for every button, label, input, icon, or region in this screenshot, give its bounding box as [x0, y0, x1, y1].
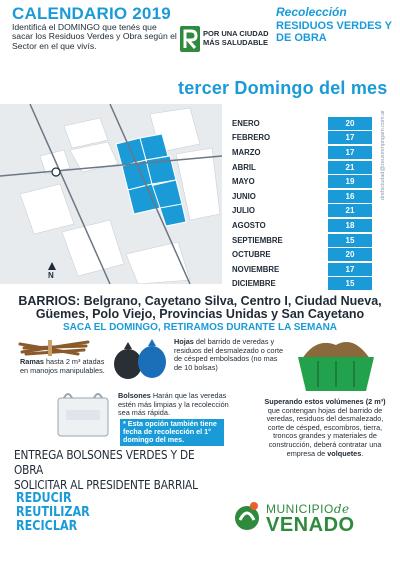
- month-row: [228, 204, 372, 219]
- month-name: AGOSTO: [232, 220, 266, 230]
- municipio-de: de: [333, 502, 350, 516]
- month-row: [228, 262, 372, 277]
- month-row: [228, 277, 372, 292]
- entrega-line-2: SOLICITAR AL PRESIDENTE BARRIAL: [14, 478, 198, 492]
- garbage-bags-icon: [110, 338, 172, 380]
- bolsones-body: Harán que las veredas estén más limpias y la recolección sea más rápida.: [118, 391, 229, 418]
- collection-day: 17: [328, 263, 372, 276]
- r-logo-icon: [180, 26, 200, 52]
- month-row: [228, 131, 372, 146]
- schedule-heading: tercer Domingo del mes: [178, 78, 388, 98]
- collection-day: 15: [328, 277, 372, 290]
- ramas-body: hasta 2 m³ atadas en manojos manipulables.: [20, 357, 105, 375]
- barrios-line-2: Güemes, Polo Viejo, Provincias Unidas y San Cayetano: [35, 307, 365, 321]
- entrega-note: [14, 448, 225, 493]
- volquetes-bold: volquetes: [327, 448, 362, 458]
- municipio-logo-icon: [232, 500, 262, 532]
- superando-end: .: [361, 448, 364, 458]
- collection-day: 21: [328, 161, 372, 174]
- collection-day: 20: [328, 248, 372, 261]
- collection-day: 18: [328, 219, 372, 232]
- branches-icon: [18, 334, 92, 358]
- logo-line-1: POR UNA CIUDAD: [203, 29, 269, 38]
- collection-day: 17: [328, 146, 372, 159]
- ramas-text: [20, 358, 110, 375]
- sector-map: [0, 104, 222, 284]
- rrr-reutilizar: REUTILIZAR: [16, 505, 90, 520]
- month-name: DICIEMBRE: [232, 279, 276, 289]
- municipio-label: MUNICIPIO: [266, 502, 334, 516]
- north-label: N: [48, 271, 54, 280]
- barrios-line-1: BARRIOS: Belgrano, Cayetano Silva, Centro I, Ciudad Nueva,: [18, 294, 382, 308]
- month-row: [228, 218, 372, 233]
- saca-instruction: SACA EL DOMINGO, RETIRAMOS DURANTE LA SEMANA: [62, 322, 338, 333]
- rrr-reducir: REDUCIR: [16, 491, 72, 506]
- collection-day: 16: [328, 190, 372, 203]
- entrega-line-1: ENTREGA BOLSONES VERDES Y DE OBRA: [14, 448, 195, 477]
- month-row: [228, 174, 372, 189]
- month-name: OCTUBRE: [232, 250, 271, 260]
- collection-day: 17: [328, 131, 372, 144]
- hojas-body: del barrido de veredas y residuos del desmalezado o corte de césped embolsados (no mas de 10 bolsas): [174, 337, 284, 372]
- side-url-text: drefsciudad@zeusmmpngam.com.ar: [380, 110, 386, 200]
- month-row: [228, 160, 372, 175]
- dumpster-icon: [296, 333, 376, 395]
- month-table: [228, 116, 372, 291]
- month-row: [228, 116, 372, 131]
- month-name: MARZO: [232, 147, 261, 157]
- north-arrow-icon: [48, 262, 56, 270]
- intro-text: Identificá el DOMINGO que tenés que sacar los Residuos Verdes y Obra según el Sector en el que vivís.: [12, 22, 177, 51]
- north-indicator: [48, 262, 56, 280]
- collection-day: 21: [328, 204, 372, 217]
- logo-tagline: [203, 30, 269, 47]
- map-graphic: [0, 104, 222, 284]
- month-name: ENERO: [232, 118, 260, 128]
- month-row: [228, 145, 372, 160]
- superando-bold: Superando estos volúmenes (2 m³): [264, 397, 386, 406]
- bolsones-text: [118, 392, 234, 418]
- superando-body: que contengan hojas del barrido de veredas, residuos del desmalezado, corte de césped, escombros, tierra, troncos grandes y materiales de construcción, deberá contratar una empresa de: [266, 405, 384, 458]
- month-name: NOVIEMBRE: [232, 264, 280, 274]
- side-url: [380, 110, 390, 290]
- bolsones-bold: Bolsones: [118, 391, 151, 400]
- month-row: [228, 189, 372, 204]
- collection-day: 20: [328, 117, 372, 130]
- reduce-reuse-recycle: [16, 492, 90, 534]
- month-name: ABRIL: [232, 162, 256, 172]
- month-row: [228, 233, 372, 248]
- residuos-heading: RESIDUOS VERDES Y DE OBRA: [276, 20, 392, 44]
- superando-text: [258, 398, 392, 458]
- ramas-bold: Ramas: [20, 357, 44, 366]
- collection-day: 15: [328, 234, 372, 247]
- calendar-title: CALENDARIO 2019: [12, 4, 171, 23]
- municipio-city: VENADO: [266, 514, 355, 536]
- hojas-text: [174, 338, 284, 372]
- collection-day: 19: [328, 175, 372, 188]
- month-name: FEBRERO: [232, 133, 271, 143]
- month-name: JUNIO: [232, 191, 256, 201]
- hojas-bold: Hojas: [174, 337, 194, 346]
- month-row: [228, 247, 372, 262]
- month-name: JULIO: [232, 206, 255, 216]
- month-name: MAYO: [232, 177, 255, 187]
- logo-line-2: MÁS SALUDABLE: [203, 37, 268, 47]
- recoleccion-heading: Recolección: [276, 5, 347, 19]
- rrr-reciclar: RECICLAR: [16, 519, 78, 534]
- opcion-note: * Esta opción también tiene fecha de recolección el 1° domingo del mes.: [120, 419, 224, 446]
- month-name: SEPTIEMBRE: [232, 235, 283, 245]
- bulk-bag-icon: [54, 390, 112, 438]
